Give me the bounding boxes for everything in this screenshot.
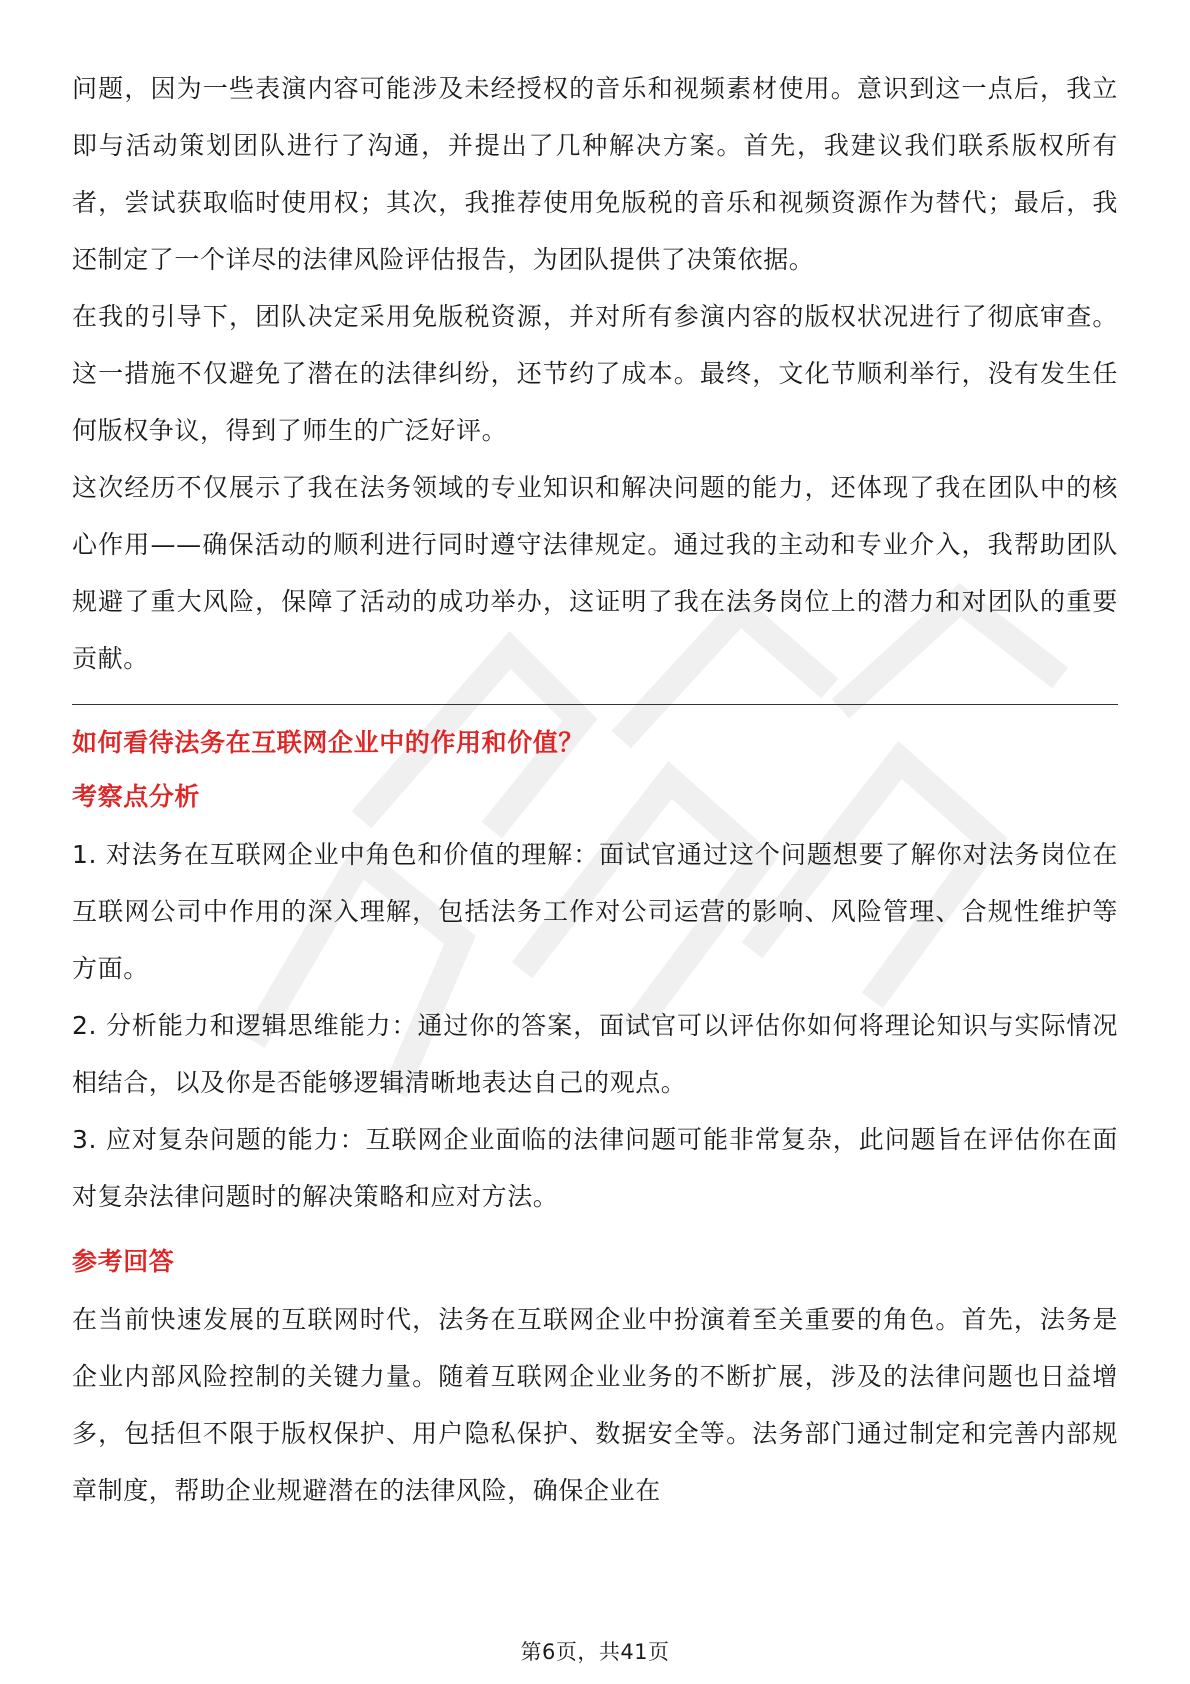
analysis-point: 1. 对法务在互联网企业中角色和价值的理解：面试官通过这个问题想要了解你对法务岗位在互联网公司中作用的深入理解，包括法务工作对公司运营的影响、风险管理、合规性维护等方面。	[72, 840, 1118, 983]
analysis-heading: 考察点分析	[72, 782, 201, 811]
analysis-point: 3. 应对复杂问题的能力：互联网企业面临的法律问题可能非常复杂，此问题旨在评估你在面对复杂法律问题时的解决策略和应对方法。	[72, 1125, 1118, 1211]
main-content	[72, 60, 1118, 1519]
page-footer: 第6页，共41页	[520, 1640, 670, 1664]
body-paragraph: 在我的引导下，团队决定采用免版税资源，并对所有参演内容的版权状况进行了彻底审查。这一措施不仅避免了潜在的法律纠纷，还节约了成本。最终，文化节顺利举行，没有发生任何版权争议，得到了师生的广泛好评。	[72, 302, 1118, 445]
section-divider	[72, 704, 1118, 705]
body-paragraph: 问题，因为一些表演内容可能涉及未经授权的音乐和视频素材使用。意识到这一点后，我立即与活动策划团队进行了沟通，并提出了几种解决方案。首先，我建议我们联系版权所有者，尝试获取临时使用权；其次，我推荐使用免版税的音乐和视频资源作为替代；最后，我还制定了一个详尽的法律风险评估报告，为团队提供了决策依据。	[72, 74, 1118, 274]
body-paragraph: 这次经历不仅展示了我在法务领域的专业知识和解决问题的能力，还体现了我在团队中的核心作用——确保活动的顺利进行同时遵守法律规定。通过我的主动和专业介入，我帮助团队规避了重大风险，保障了活动的成功举办，这证明了我在法务岗位上的潜力和对团队的重要贡献。	[72, 473, 1118, 673]
question-title: 如何看待法务在互联网企业中的作用和价值？	[72, 728, 585, 757]
answer-paragraph: 在当前快速发展的互联网时代，法务在互联网企业中扮演着至关重要的角色。首先，法务是企业内部风险控制的关键力量。随着互联网企业业务的不断扩展，涉及的法律问题也日益增多，包括但不限于版权保护、用户隐私保护、数据安全等。法务部门通过制定和完善内部规章制度，帮助企业规避潜在的法律风险，确保企业在	[72, 1305, 1118, 1505]
answer-heading: 参考回答	[72, 1247, 175, 1276]
analysis-point: 2. 分析能力和逻辑思维能力：通过你的答案，面试官可以评估你如何将理论知识与实际情况相结合，以及你是否能够逻辑清晰地表达自己的观点。	[72, 1011, 1118, 1097]
